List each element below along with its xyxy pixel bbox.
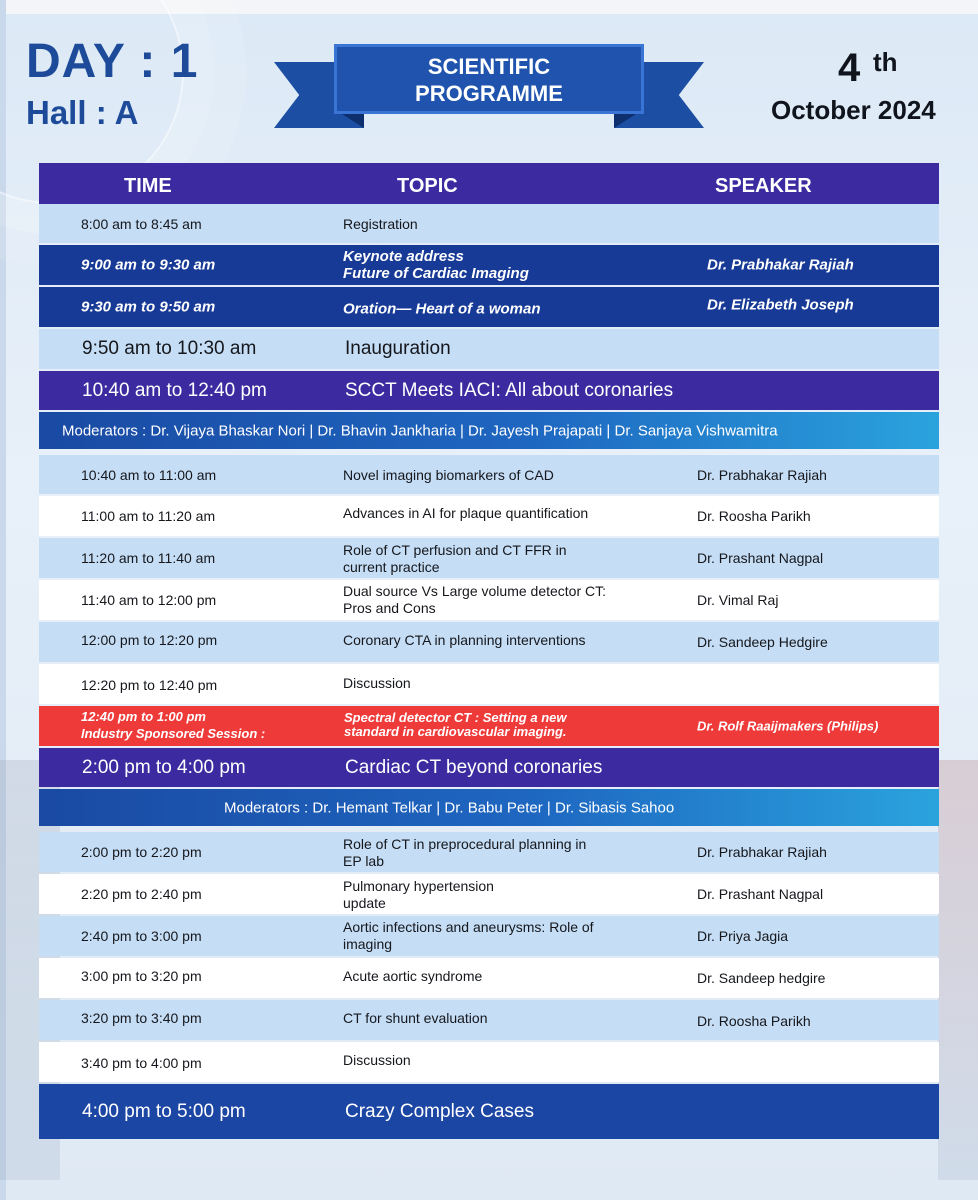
session-time: 10:40 am to 12:40 pm bbox=[82, 379, 267, 401]
row-speaker: Dr. Prashant Nagpal bbox=[697, 886, 824, 902]
session-title: Crazy Complex Cases bbox=[345, 1100, 534, 1122]
row-time: 2:40 pm to 3:00 pm bbox=[81, 928, 202, 944]
session-title: SCCT Meets IACI: All about coronaries bbox=[345, 379, 674, 401]
row-speaker: Dr. Sandeep Hedgire bbox=[697, 634, 828, 650]
table-row bbox=[39, 874, 939, 914]
row-speaker: Dr. Elizabeth Joseph bbox=[707, 296, 854, 314]
row-time: 8:00 am to 8:45 am bbox=[81, 215, 202, 232]
row-speaker: Dr. Prashant Nagpal bbox=[697, 550, 824, 566]
moderators-row bbox=[39, 789, 939, 826]
table-row bbox=[39, 1042, 939, 1082]
session-title: Cardiac CT beyond coronaries bbox=[345, 756, 603, 778]
hall-label: Hall : A bbox=[26, 94, 139, 131]
sponsored-topic-line-1: Spectral detector CT : Setting a new bbox=[344, 710, 567, 725]
row-speaker: Dr. Roosha Parikh bbox=[697, 1013, 811, 1029]
row-speaker: Dr. Sandeep hedgire bbox=[697, 970, 826, 986]
row-topic: CT for shunt evaluation bbox=[343, 1010, 488, 1026]
row-topic: Oration— Heart of a woman bbox=[343, 300, 541, 318]
row-topic-line-2: update bbox=[343, 895, 386, 911]
row-speaker: Dr. Priya Jagia bbox=[697, 928, 789, 944]
sponsored-row bbox=[39, 706, 939, 746]
row-time: 12:20 pm to 12:40 pm bbox=[81, 677, 218, 693]
row-topic: Novel imaging biomarkers of CAD bbox=[343, 466, 554, 483]
row-topic-line-1: Pulmonary hypertension bbox=[343, 878, 494, 894]
row-time: 9:30 am to 9:50 am bbox=[81, 298, 216, 316]
schedule-table bbox=[39, 163, 939, 1139]
row-time: 3:00 pm to 3:20 pm bbox=[81, 968, 202, 984]
sponsored-speaker: Dr. Rolf Raaijmakers (Philips) bbox=[697, 718, 879, 734]
row-time: 9:00 am to 9:30 am bbox=[81, 256, 216, 274]
programme-banner bbox=[274, 44, 704, 140]
row-time: 11:40 am to 12:00 pm bbox=[81, 592, 217, 608]
row-time: 3:40 pm to 4:00 pm bbox=[81, 1055, 202, 1071]
sponsored-label: Industry Sponsored Session : bbox=[81, 726, 266, 741]
row-topic-line-2: current practice bbox=[343, 559, 440, 575]
row-speaker: Dr. Prabhakar Rajiah bbox=[697, 844, 827, 860]
row-topic: Acute aortic syndrome bbox=[343, 968, 483, 984]
row-time: 11:00 am to 11:20 am bbox=[81, 508, 216, 524]
date-suffix: th bbox=[873, 47, 898, 77]
banner-title bbox=[334, 44, 644, 114]
row-speaker: Dr. Prabhakar Rajiah bbox=[707, 256, 854, 274]
banner-line-2: PROGRAMME bbox=[415, 81, 563, 106]
session-row bbox=[39, 371, 939, 410]
row-topic-line-1: Dual source Vs Large volume detector CT: bbox=[343, 583, 607, 599]
day-label: DAY : 1 bbox=[26, 35, 199, 88]
table-row bbox=[39, 329, 939, 369]
col-header-time: TIME bbox=[124, 175, 172, 197]
table-header bbox=[39, 163, 939, 204]
row-topic: Registration bbox=[343, 215, 418, 232]
table-row bbox=[39, 916, 939, 956]
row-topic: Discussion bbox=[343, 675, 411, 691]
session-time: 2:00 pm to 4:00 pm bbox=[82, 756, 246, 778]
background-building-right bbox=[938, 760, 978, 1180]
col-header-topic: TOPIC bbox=[397, 175, 458, 197]
row-topic: Coronary CTA in planning interventions bbox=[343, 632, 586, 648]
table-row bbox=[39, 538, 939, 578]
row-speaker: Dr. Vimal Raj bbox=[697, 592, 779, 608]
row-time: 11:20 am to 11:40 am bbox=[81, 550, 216, 566]
banner-line-1: SCIENTIFIC bbox=[427, 54, 551, 79]
row-topic-line-2: Future of Cardiac Imaging bbox=[343, 265, 529, 282]
row-topic-line-2: imaging bbox=[343, 936, 393, 952]
row-topic: Discussion bbox=[343, 1052, 411, 1068]
row-topic: Inauguration bbox=[345, 338, 451, 359]
row-topic-line-1: Aortic infections and aneurysms: Role of bbox=[343, 919, 594, 935]
table-row bbox=[39, 496, 939, 536]
session-time: 4:00 pm to 5:00 pm bbox=[82, 1100, 246, 1122]
table-row bbox=[39, 204, 939, 243]
moderators-text: Moderators : Dr. Vijaya Bhaskar Nori | Dr. Bhavin Jankharia | Dr. Jayesh Prajapati | Dr. Sanjaya Vishwamitra bbox=[62, 422, 778, 439]
date-month-year: October 2024 bbox=[771, 95, 936, 125]
session-row bbox=[39, 748, 939, 787]
table-row bbox=[39, 664, 939, 704]
table-row bbox=[39, 1000, 939, 1040]
moderators-text: Moderators : Dr. Hemant Telkar | Dr. Babu Peter | Dr. Sibasis Sahoo bbox=[224, 799, 675, 816]
session-row bbox=[39, 1084, 939, 1139]
row-speaker: Dr. Prabhakar Rajiah bbox=[697, 466, 827, 483]
date-day: 4 bbox=[838, 46, 861, 90]
col-header-speaker: SPEAKER bbox=[715, 175, 812, 197]
row-topic-line-1: Keynote address bbox=[343, 248, 464, 265]
row-time: 9:50 am to 10:30 am bbox=[82, 338, 257, 359]
row-time: 3:20 pm to 3:40 pm bbox=[81, 1010, 202, 1026]
table-row bbox=[39, 455, 939, 494]
sponsored-topic-line-2: standard in cardiovascular imaging. bbox=[344, 724, 567, 739]
row-time: 12:00 pm to 12:20 pm bbox=[81, 632, 218, 648]
row-time: 2:00 pm to 2:20 pm bbox=[81, 844, 202, 860]
table-row bbox=[39, 287, 939, 327]
table-row bbox=[39, 580, 939, 620]
row-topic: Advances in AI for plaque quantification bbox=[343, 505, 589, 521]
row-topic-line-2: EP lab bbox=[343, 853, 384, 869]
row-time: 10:40 am to 11:00 am bbox=[81, 466, 217, 483]
table-row bbox=[39, 245, 939, 285]
row-topic-line-1: Role of CT in preprocedural planning in bbox=[343, 836, 587, 852]
row-topic-line-1: Role of CT perfusion and CT FFR in bbox=[343, 542, 567, 558]
moderators-row bbox=[39, 412, 939, 449]
row-speaker: Dr. Roosha Parikh bbox=[697, 508, 811, 524]
row-topic-line-2: Pros and Cons bbox=[343, 600, 436, 616]
table-row bbox=[39, 622, 939, 662]
sponsored-time: 12:40 pm to 1:00 pm bbox=[81, 709, 206, 724]
table-row bbox=[39, 832, 939, 872]
table-row bbox=[39, 958, 939, 998]
row-time: 2:20 pm to 2:40 pm bbox=[81, 886, 202, 902]
